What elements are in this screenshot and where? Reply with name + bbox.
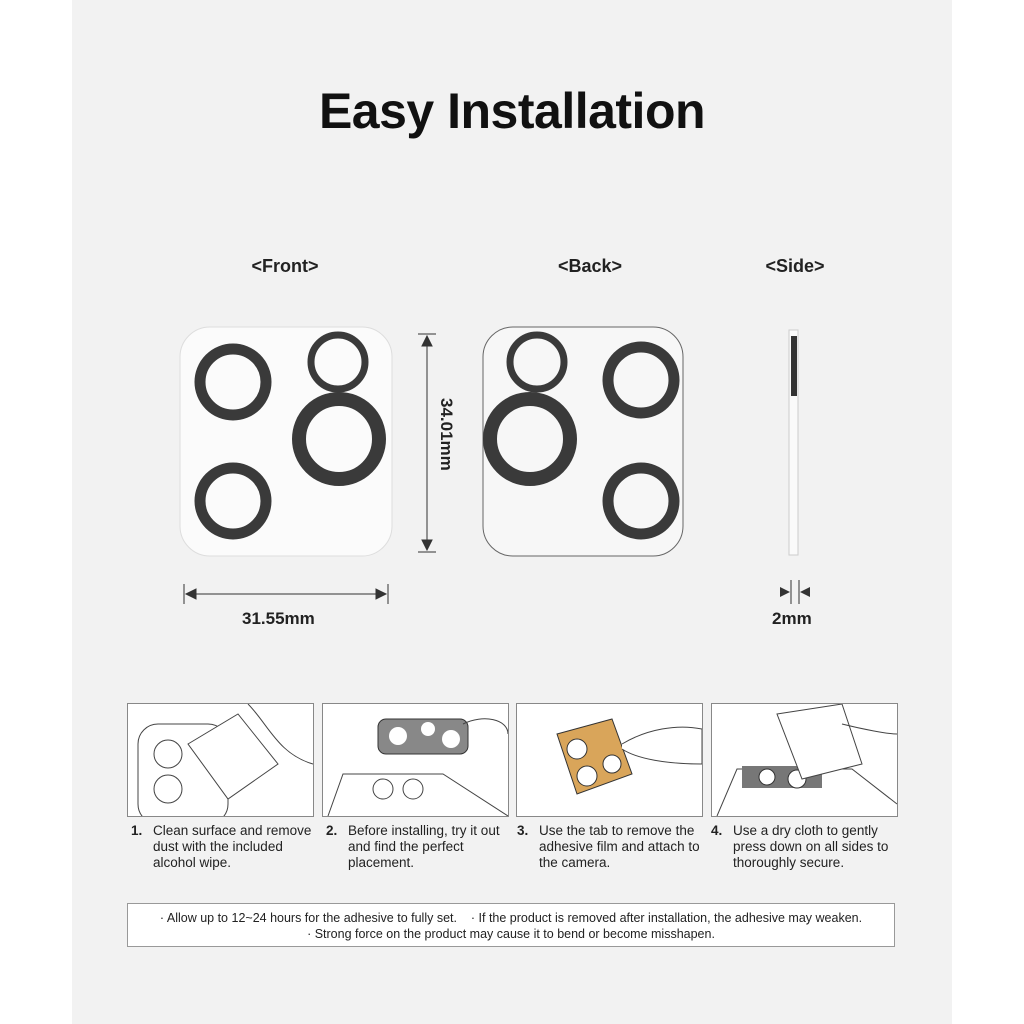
step-text: Use a dry cloth to gently press down on all sides to thoroughly secure.	[733, 823, 889, 870]
step-1	[131, 823, 321, 871]
width-dimension: 31.55mm	[242, 609, 315, 628]
step-text: Use the tab to remove the adhesive film and attach to the camera.	[539, 823, 700, 870]
step-number: 2.	[326, 823, 338, 838]
front-view	[180, 327, 392, 556]
step-1-illustration	[127, 703, 314, 817]
width-dimension-line	[184, 584, 388, 604]
product-diagram	[0, 300, 1024, 630]
note-2: · If the product is removed after installation, the adhesive may weaken.	[470, 911, 863, 925]
note-3: · Strong force on the product may cause it to bend or become misshapen.	[307, 927, 715, 941]
height-dimension: 34.01mm	[437, 398, 456, 471]
step-text: Clean surface and remove dust with the included alcohol wipe.	[153, 823, 312, 870]
note-1: · Allow up to 12~24 hours for the adhesive to fully set.	[159, 911, 457, 925]
caution-notes	[127, 903, 895, 947]
side-view	[780, 330, 810, 604]
height-dimension-line	[418, 334, 436, 552]
step-3-illustration	[516, 703, 703, 817]
step-2-illustration	[322, 703, 509, 817]
step-number: 4.	[711, 823, 723, 838]
side-label: <Side>	[765, 256, 825, 276]
step-4-illustration	[711, 703, 898, 817]
step-3	[517, 823, 707, 871]
back-view	[483, 327, 683, 556]
back-label: <Back>	[557, 256, 623, 276]
step-number: 1.	[131, 823, 143, 838]
step-number: 3.	[517, 823, 529, 838]
step-2	[326, 823, 516, 871]
thickness-dimension: 2mm	[772, 609, 812, 628]
step-4	[711, 823, 901, 871]
page-title: Easy Installation	[318, 83, 706, 139]
step-text: Before installing, try it out and find the perfect placement.	[348, 823, 500, 870]
front-label: <Front>	[251, 256, 319, 276]
